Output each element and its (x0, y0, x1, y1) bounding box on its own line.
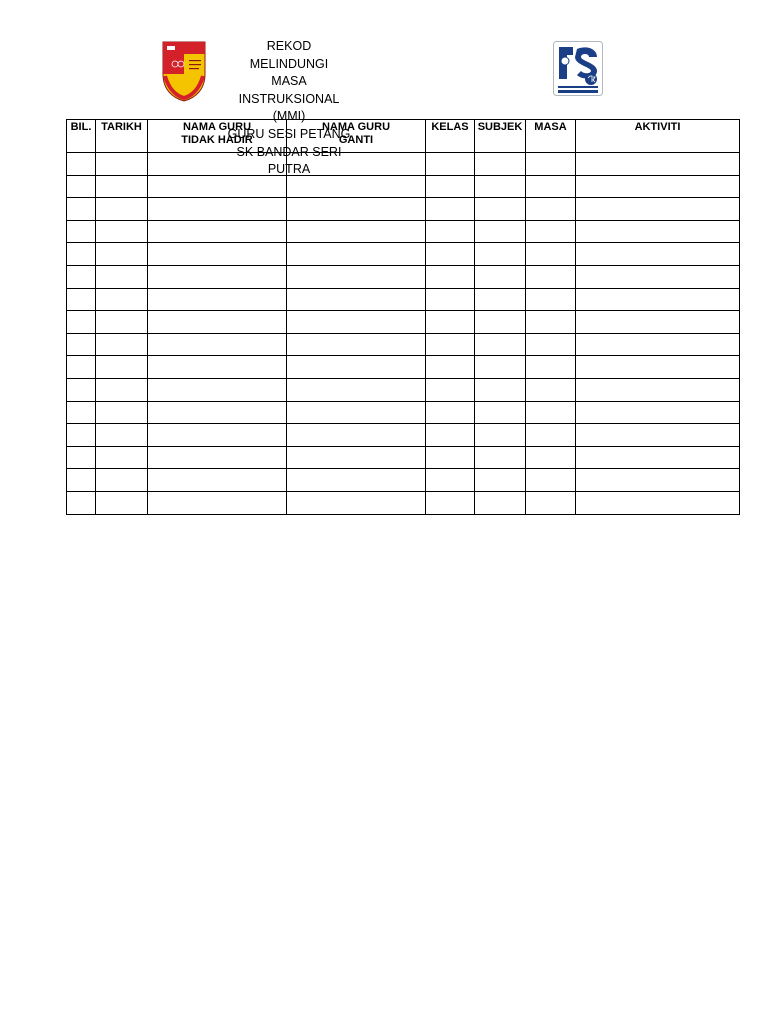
table-cell-kelas[interactable] (426, 153, 475, 176)
table-cell-kelas[interactable] (426, 220, 475, 243)
column-header-guru-ganti: NAMA GURU GANTI (287, 120, 426, 153)
table-cell-subjek[interactable] (475, 243, 526, 266)
table-row (67, 265, 740, 288)
table-cell-guru_tidak_hadir[interactable] (148, 401, 287, 424)
table-cell-aktiviti[interactable] (576, 378, 740, 401)
table-cell-guru_tidak_hadir[interactable] (148, 198, 287, 221)
column-header-tarikh: TARIKH (96, 120, 148, 153)
table-cell-kelas[interactable] (426, 378, 475, 401)
table-cell-aktiviti[interactable] (576, 198, 740, 221)
table-row (67, 356, 740, 379)
table-cell-guru_tidak_hadir[interactable] (148, 424, 287, 447)
table-cell-masa[interactable] (526, 333, 576, 356)
table-cell-guru_tidak_hadir[interactable] (148, 288, 287, 311)
table-cell-subjek[interactable] (475, 491, 526, 514)
table-cell-subjek[interactable] (475, 198, 526, 221)
table-cell-bil[interactable] (67, 446, 96, 469)
table-cell-aktiviti[interactable] (576, 153, 740, 176)
table-cell-kelas[interactable] (426, 175, 475, 198)
table-cell-masa[interactable] (526, 424, 576, 447)
table-cell-masa[interactable] (526, 175, 576, 198)
table-cell-aktiviti[interactable] (576, 401, 740, 424)
table-cell-aktiviti[interactable] (576, 491, 740, 514)
table-row (67, 424, 740, 447)
table-row (67, 288, 740, 311)
table-cell-subjek[interactable] (475, 356, 526, 379)
table-cell-guru_tidak_hadir[interactable] (148, 378, 287, 401)
table-cell-guru_ganti[interactable] (287, 243, 426, 266)
column-header-aktiviti: AKTIVITI (576, 120, 740, 153)
table-cell-bil[interactable] (67, 243, 96, 266)
table-cell-subjek[interactable] (475, 288, 526, 311)
title-line: PUTRA (267, 162, 311, 177)
table-cell-masa[interactable] (526, 311, 576, 334)
title-line: INSTRUKSIONAL (238, 91, 340, 106)
table-cell-guru_tidak_hadir[interactable] (148, 311, 287, 334)
table-cell-kelas[interactable] (426, 469, 475, 492)
table-cell-kelas[interactable] (426, 424, 475, 447)
table-cell-tarikh[interactable] (96, 378, 148, 401)
table-cell-kelas[interactable] (426, 288, 475, 311)
table-cell-bil[interactable] (67, 288, 96, 311)
table-cell-masa[interactable] (526, 356, 576, 379)
table-cell-bil[interactable] (67, 469, 96, 492)
table-cell-bil[interactable] (67, 491, 96, 514)
table-cell-kelas[interactable] (426, 401, 475, 424)
table-cell-tarikh[interactable] (96, 356, 148, 379)
table-cell-aktiviti[interactable] (576, 469, 740, 492)
table-cell-subjek[interactable] (475, 265, 526, 288)
table-cell-guru_tidak_hadir[interactable] (148, 491, 287, 514)
table-cell-guru_ganti[interactable] (287, 356, 426, 379)
table-cell-guru_tidak_hadir[interactable] (148, 446, 287, 469)
table-cell-subjek[interactable] (475, 311, 526, 334)
table-cell-masa[interactable] (526, 265, 576, 288)
column-header-kelas: KELAS (426, 120, 475, 153)
table-cell-kelas[interactable] (426, 265, 475, 288)
table-cell-guru_tidak_hadir[interactable] (148, 243, 287, 266)
table-cell-bil[interactable] (67, 333, 96, 356)
table-cell-guru_tidak_hadir[interactable] (148, 220, 287, 243)
table-cell-tarikh[interactable] (96, 265, 148, 288)
table-cell-aktiviti[interactable] (576, 356, 740, 379)
table-cell-tarikh[interactable] (96, 401, 148, 424)
table-cell-guru_ganti[interactable] (287, 424, 426, 447)
table-cell-subjek[interactable] (475, 333, 526, 356)
table-row (67, 220, 740, 243)
table-cell-tarikh[interactable] (96, 491, 148, 514)
table-cell-subjek[interactable] (475, 175, 526, 198)
table-cell-guru_ganti[interactable] (287, 220, 426, 243)
table-cell-masa[interactable] (526, 220, 576, 243)
table-cell-tarikh[interactable] (96, 243, 148, 266)
table-row (67, 401, 740, 424)
table-row (67, 311, 740, 334)
table-cell-guru_ganti[interactable] (287, 288, 426, 311)
column-header-subjek: SUBJEK (475, 120, 526, 153)
table-cell-subjek[interactable] (475, 378, 526, 401)
table-cell-guru_ganti[interactable] (287, 265, 426, 288)
table-cell-masa[interactable] (526, 401, 576, 424)
table-cell-tarikh[interactable] (96, 153, 148, 176)
table-cell-kelas[interactable] (426, 491, 475, 514)
title-line: REKOD (266, 39, 312, 53)
table-cell-aktiviti[interactable] (576, 265, 740, 288)
table-cell-tarikh[interactable] (96, 311, 148, 334)
table-cell-masa[interactable] (526, 491, 576, 514)
table-cell-kelas[interactable] (426, 311, 475, 334)
table-cell-bil[interactable] (67, 175, 96, 198)
table-cell-guru_ganti[interactable] (287, 378, 426, 401)
school-crest-icon (161, 40, 207, 102)
table-cell-bil[interactable] (67, 198, 96, 221)
title-line: SK BANDAR SERI (236, 144, 342, 159)
table-cell-bil[interactable] (67, 311, 96, 334)
table-row (67, 378, 740, 401)
table-cell-subjek[interactable] (475, 220, 526, 243)
table-cell-bil[interactable] (67, 265, 96, 288)
table-cell-tarikh[interactable] (96, 446, 148, 469)
table-cell-bil[interactable] (67, 401, 96, 424)
table-cell-subjek[interactable] (475, 446, 526, 469)
table-cell-kelas[interactable] (426, 356, 475, 379)
table-cell-bil[interactable] (67, 378, 96, 401)
table-cell-tarikh[interactable] (96, 288, 148, 311)
title-line: MASA (271, 74, 307, 89)
table-cell-guru_tidak_hadir[interactable] (148, 356, 287, 379)
table-cell-bil[interactable] (67, 220, 96, 243)
table-row (67, 491, 740, 514)
table-row (67, 175, 740, 198)
table-row (67, 243, 740, 266)
table-cell-subjek[interactable] (475, 469, 526, 492)
table-cell-aktiviti[interactable] (576, 175, 740, 198)
table-cell-guru_ganti[interactable] (287, 469, 426, 492)
table-cell-bil[interactable] (67, 153, 96, 176)
table-cell-tarikh[interactable] (96, 469, 148, 492)
table-cell-kelas[interactable] (426, 333, 475, 356)
table-cell-subjek[interactable] (475, 153, 526, 176)
table-cell-aktiviti[interactable] (576, 220, 740, 243)
table-cell-masa[interactable] (526, 198, 576, 221)
table-cell-masa[interactable] (526, 446, 576, 469)
table-cell-guru_ganti[interactable] (287, 491, 426, 514)
table-cell-guru_tidak_hadir[interactable] (148, 333, 287, 356)
column-header-bil: BIL. (67, 120, 96, 153)
title-line: GURU SESI PETANG (227, 126, 351, 141)
table-cell-masa[interactable] (526, 469, 576, 492)
column-header-guru-tidak-hadir: NAMA GURU TIDAK HADIR (148, 120, 287, 153)
table-row (67, 446, 740, 469)
table-cell-kelas[interactable] (426, 243, 475, 266)
document-title (218, 38, 360, 179)
table-cell-masa[interactable] (526, 288, 576, 311)
table-row (67, 333, 740, 356)
table-cell-kelas[interactable] (426, 198, 475, 221)
table-cell-aktiviti[interactable] (576, 311, 740, 334)
table-cell-masa[interactable] (526, 153, 576, 176)
anniversary-25-logo-icon (553, 41, 603, 96)
table-row (67, 198, 740, 221)
table-row (67, 153, 740, 176)
table-cell-bil[interactable] (67, 424, 96, 447)
table-cell-bil[interactable] (67, 356, 96, 379)
table-cell-aktiviti[interactable] (576, 333, 740, 356)
table-cell-kelas[interactable] (426, 446, 475, 469)
table-cell-masa[interactable] (526, 378, 576, 401)
table-cell-guru_tidak_hadir[interactable] (148, 469, 287, 492)
table-cell-guru_ganti[interactable] (287, 446, 426, 469)
table-cell-aktiviti[interactable] (576, 243, 740, 266)
table-cell-tarikh[interactable] (96, 198, 148, 221)
column-header-masa: MASA (526, 120, 576, 153)
table-row (67, 469, 740, 492)
table-cell-guru_ganti[interactable] (287, 401, 426, 424)
title-line: (MMI) (272, 109, 306, 124)
table-body (67, 153, 740, 515)
table-cell-tarikh[interactable] (96, 333, 148, 356)
table-cell-guru_ganti[interactable] (287, 333, 426, 356)
table-cell-guru_ganti[interactable] (287, 198, 426, 221)
table-cell-aktiviti[interactable] (576, 288, 740, 311)
table-cell-aktiviti[interactable] (576, 446, 740, 469)
table-cell-guru_tidak_hadir[interactable] (148, 265, 287, 288)
table-cell-tarikh[interactable] (96, 220, 148, 243)
table-cell-tarikh[interactable] (96, 175, 148, 198)
table-cell-masa[interactable] (526, 243, 576, 266)
table-cell-aktiviti[interactable] (576, 424, 740, 447)
title-line: MELINDUNGI (249, 56, 329, 71)
table-cell-subjek[interactable] (475, 424, 526, 447)
table-cell-guru_ganti[interactable] (287, 311, 426, 334)
table-cell-subjek[interactable] (475, 401, 526, 424)
record-table (66, 119, 740, 515)
table-header-row (67, 120, 740, 153)
table-cell-tarikh[interactable] (96, 424, 148, 447)
